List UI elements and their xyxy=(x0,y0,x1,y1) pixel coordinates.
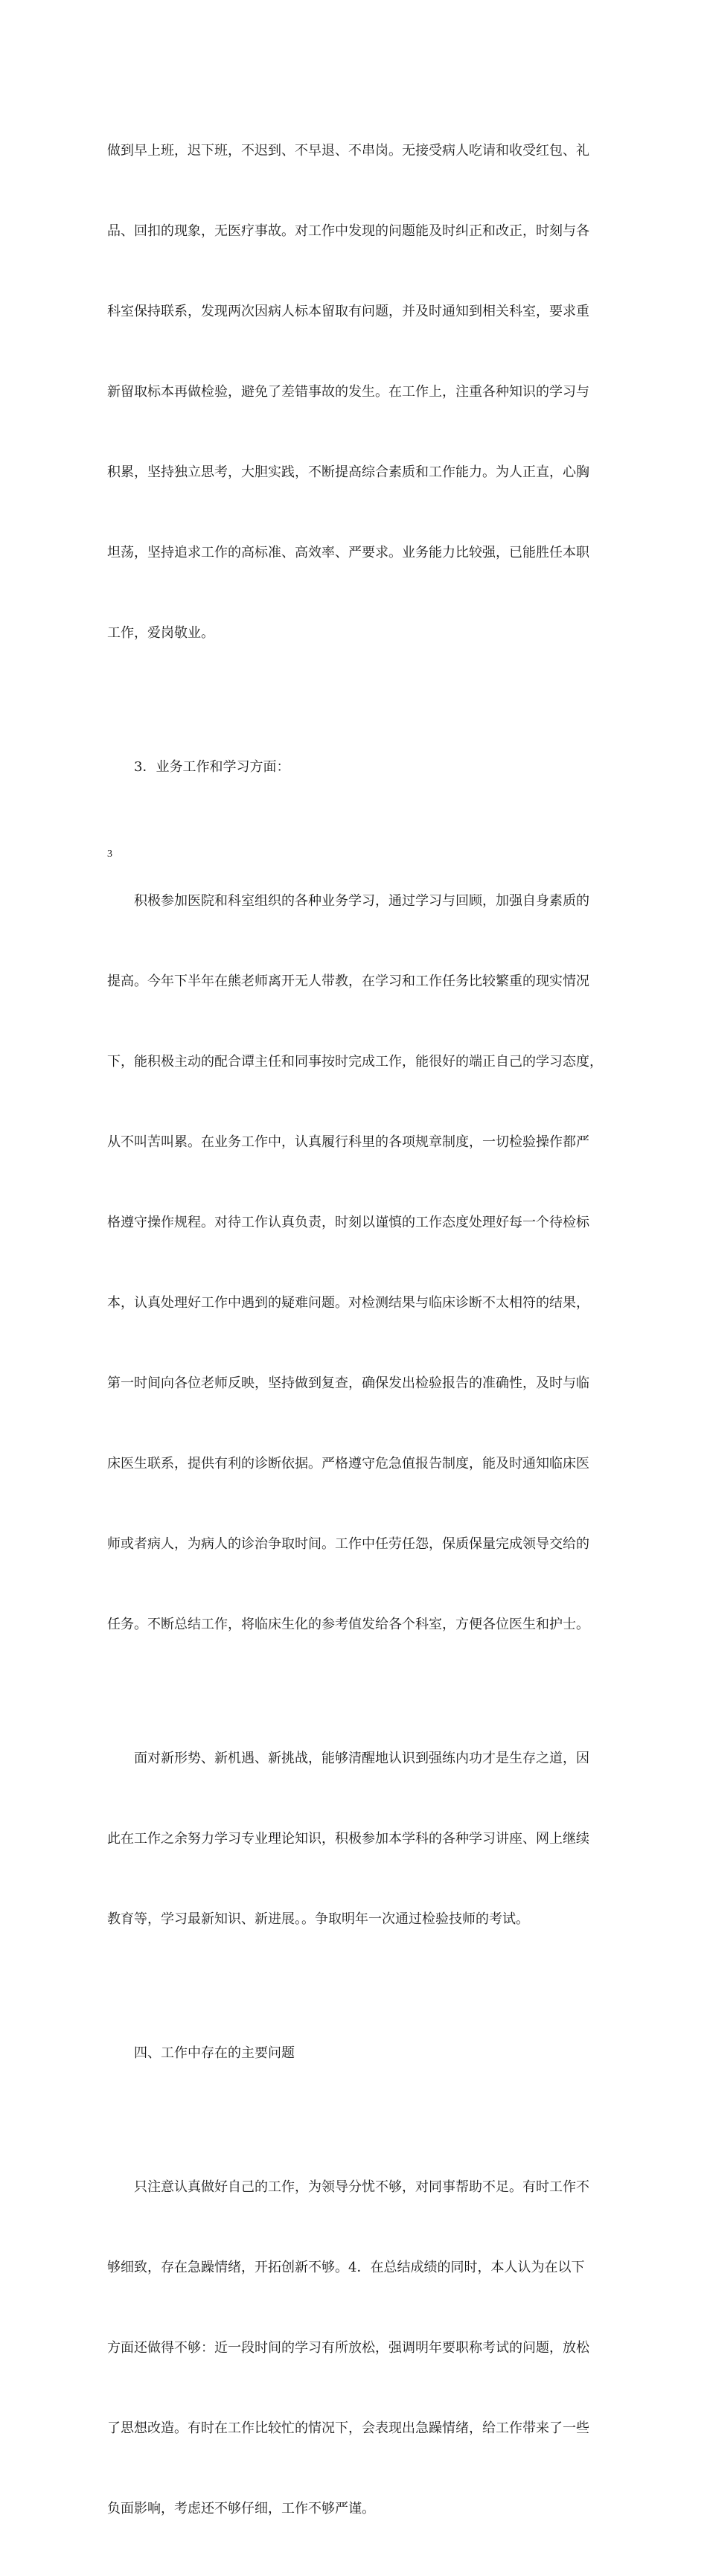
heading-line: 四、工作中存在的主要问题 xyxy=(134,2045,295,2061)
text-line: 科室保持联系，发现两次因病人标本留取有问题，并及时通知到相关科室，要求重 xyxy=(107,304,589,319)
text-line: 此在工作之余努力学习专业理论知识，积极参加本学科的各种学习讲座、网上继续 xyxy=(107,1831,589,1847)
text-line: 工作，爱岗敬业。 xyxy=(107,625,214,641)
text-line: 第一时间向各位老师反映，坚持做到复查，确保发出检验报告的准确性，及时与临 xyxy=(107,1375,589,1391)
text-line: 方面还做得不够：近一段时间的学习有所放松，强调明年要职称考试的问题，放松 xyxy=(107,2340,589,2356)
text-line: 从不叫苦叫累。在业务工作中，认真履行科里的各项规章制度，一切检验操作都严 xyxy=(107,1134,589,1150)
text-line: 新留取标本再做检验，避免了差错事故的发生。在工作上，注重各种知识的学习与 xyxy=(107,384,589,400)
text-line: 积累，坚持独立思考，大胆实践，不断提高综合素质和工作能力。为人正直，心胸 xyxy=(107,464,589,480)
text-line: 床医生联系，提供有利的诊断依据。严格遵守危急值报告制度，能及时通知临床医 xyxy=(107,1456,589,1471)
text-line: 坦荡，坚持追求工作的高标准、高效率、严要求。业务能力比较强，已能胜任本职 xyxy=(107,545,589,560)
text-line: 了思想改造。有时在工作比较忙的情况下，会表现出急躁情绪，给工作带来了一些 xyxy=(107,2420,589,2436)
text-line: 下，能积极主动的配合谭主任和同事按时完成工作，能很好的端正自己的学习态度， xyxy=(107,1054,603,1070)
text-line: 品、回扣的现象，无医疗事故。对工作中发现的问题能及时纠正和改正，时刻与各 xyxy=(107,223,589,239)
text-line: 只注意认真做好自己的工作，为领导分忧不够，对同事帮助不足。有时工作不 xyxy=(134,2179,589,2195)
text-line: 面对新形势、新机遇、新挑战，能够清醒地认识到强练内功才是生存之道，因 xyxy=(134,1751,589,1766)
paragraph-study-details xyxy=(107,834,603,1692)
paragraph-problems xyxy=(107,2120,603,2576)
text-line: 师或者病人，为病人的诊治争取时间。工作中任劳任怨，保质保量完成领导交给的 xyxy=(107,1536,589,1552)
paragraph-new-challenges xyxy=(107,1692,603,1987)
page-number: 3 xyxy=(107,848,112,860)
section-heading-problems xyxy=(107,1987,603,2120)
text-line: 提高。今年下半年在熊老师离开无人带教，在学习和工作任务比较繁重的现实情况 xyxy=(107,974,589,989)
text-line: 格遵守操作规程。对待工作认真负责，时刻以谨慎的工作态度处理好每一个待检标 xyxy=(107,1215,589,1230)
text-line: 负面影响，考虑还不够仔细，工作不够严谨。 xyxy=(107,2501,375,2516)
heading-line: 3．业务工作和学习方面： xyxy=(134,759,290,775)
text-line: 做到早上班，迟下班，不迟到、不早退、不串岗。无接受病人吃请和收受红包、礼 xyxy=(107,143,589,159)
text-line: 任务。不断总结工作，将临床生化的参考值发给各个科室，方便各位医生和护士。 xyxy=(107,1617,589,1632)
section-heading-work-and-study xyxy=(107,700,603,834)
text-line: 教育等，学习最新知识、新进展。。争取明年一次通过检验技师的考试。 xyxy=(107,1911,529,1927)
paragraph-work-conduct xyxy=(107,84,603,700)
text-line: 积极参加医院和科室组织的各种业务学习，通过学习与回顾，加强自身素质的 xyxy=(134,893,589,909)
document-body xyxy=(107,84,603,2576)
text-line: 本，认真处理好工作中遇到的疑难问题。对检测结果与临床诊断不太相符的结果， xyxy=(107,1295,589,1311)
text-line: 够细致，存在急躁情绪，开拓创新不够。4．在总结成绩的同时，本人认为在以下 xyxy=(107,2260,585,2275)
